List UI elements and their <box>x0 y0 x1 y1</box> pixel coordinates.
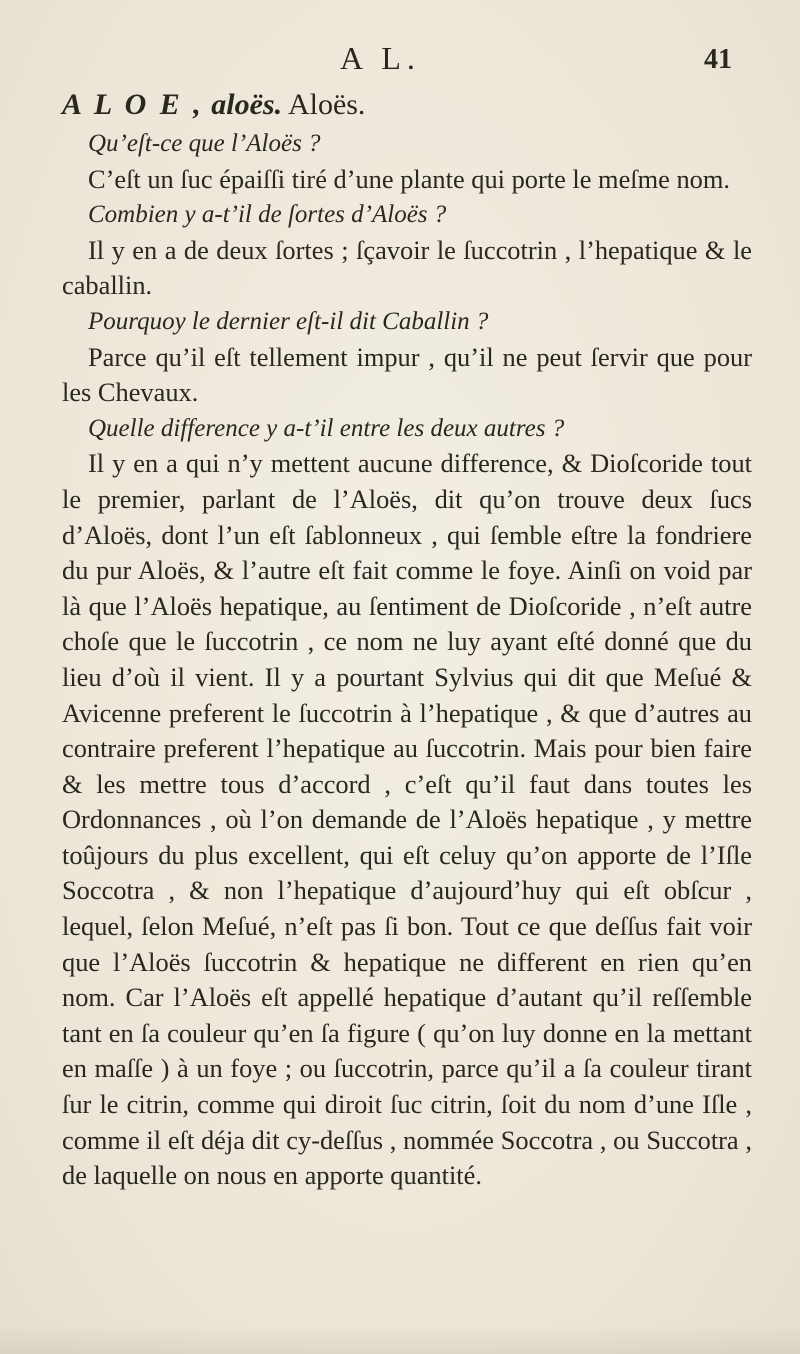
answer: Il y en a de deux ſortes ; ſçavoir le ſuccotrin , l’hepatique & le caballin. <box>62 234 752 301</box>
answer: Parce qu’il eſt tellement impur , qu’il ne peut ſervir que pour les Chevaux. <box>62 341 752 408</box>
page-number: 41 <box>704 44 732 75</box>
entry-heading <box>62 86 752 124</box>
page-edge-shadow <box>0 1324 800 1354</box>
question: Combien y a-t’il de ſortes d’Aloës ? <box>88 201 447 229</box>
entry-french-name: Aloës. <box>287 88 366 121</box>
running-head-title: A L. <box>340 40 421 76</box>
running-head <box>0 40 800 84</box>
entry-headword: A L O E , <box>62 88 204 121</box>
answer: C’eſt un ſuc épaiſſi tiré d’une plante qui porte le meſme nom. <box>88 163 730 194</box>
answer: Il y en a qui n’y mettent aucune difference, & Dioſcoride tout le premier, parlant de l’Aloës, dit qu’on trouve deux ſucs d’Aloës, dont l’un eſt ſablonneux , qui ſemble eſtre la fondriere du pur Aloës, & l’autre eſt fait comme le foye. Ainſi on void par là que l’Aloës hepatique, au ſentiment de Dioſcoride , n’eſt autre choſe que le ſuccotrin , ce nom ne luy ayant eſté donné que du lieu d’où il vient. Il y a pourtant Sylvius qui dit que Meſué & Avicenne preferent le ſuccotrin à l’hepatique , & que d’autres au contraire preferent l’hepatique au ſuccotrin. Mais pour bien faire & les mettre tous d’accord , c’eſt qu’il faut dans toutes les Ordonnances , où l’on demande de l’Aloës hepatique , y mettre toûjours du plus excellent, qui eſt celuy qu’on apporte de l’Iſle Soccotra , & non l’hepatique d’aujourd’huy qui eſt obſcur , lequel, ſelon Meſué, n’eſt pas ſi bon. Tout ce que deſſus fait voir que l’Aloës ſuccotrin & hepatique ne different en rien qu’en nom. Car l’Aloës eſt appellé hepatique d’autant qu’il reſſemble tant en ſa couleur qu’en ſa figure ( qu’on luy donne en la mettant en maſſe ) à un foye ; ou ſuccotrin, parce qu’il a ſa couleur tirant ſur le citrin, comme qui diroit ſuc citrin, ſoit du nom d’une Iſle , comme il eſt déja dit cy-deſſus , nommée Soccotra , ou Succotra , de laquelle on nous en apporte quantité. <box>62 448 752 1191</box>
body-text <box>62 86 752 1194</box>
question: Pourquoy le dernier eſt-il dit Caballin ? <box>88 307 489 335</box>
question: Qu’eſt-ce que l’Aloës ? <box>88 130 321 157</box>
question: Quelle difference y a-t’il entre les deux autres ? <box>88 414 565 442</box>
entry-latin-name: aloës. <box>211 88 283 121</box>
